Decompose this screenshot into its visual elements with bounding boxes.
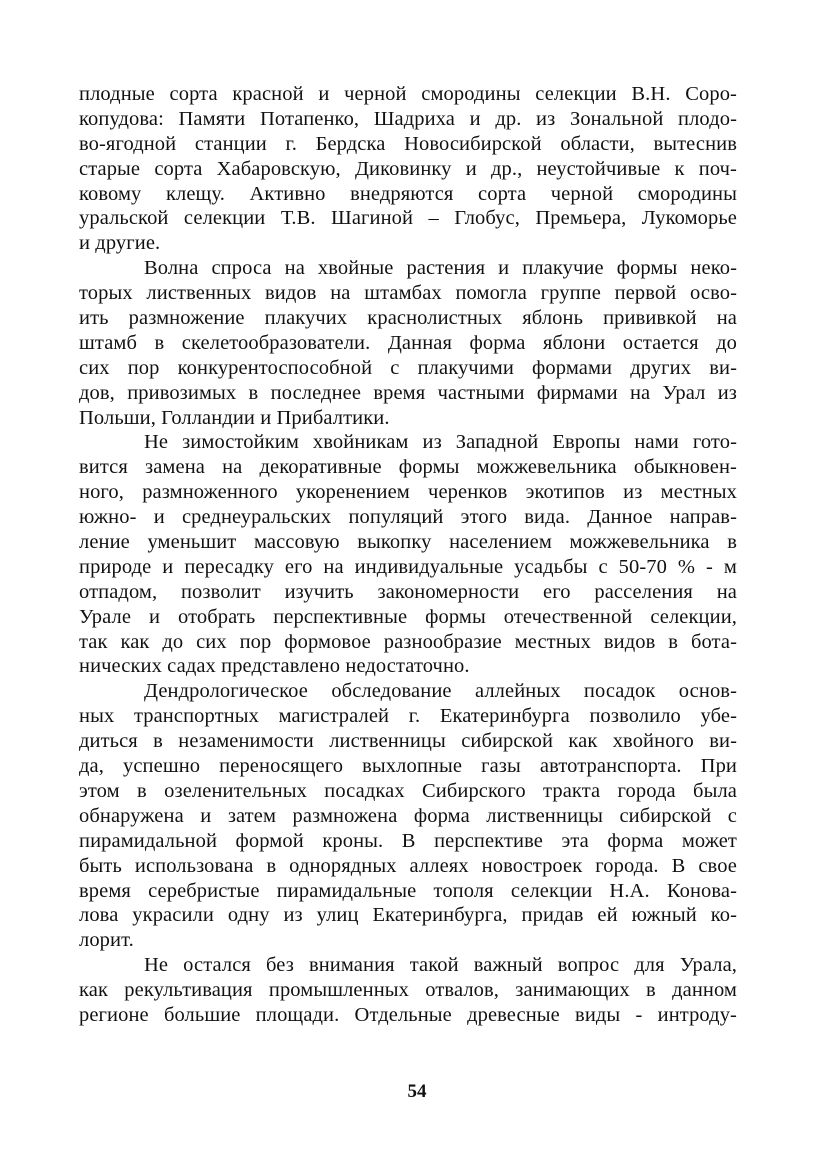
text-line: торых лиственных видов на штамбах помогла группе первой осво-: [79, 282, 737, 305]
text-line: нических садах представлено недостаточно.: [79, 655, 470, 678]
paragraph-4: [79, 679, 737, 953]
text-line: лорит.: [79, 929, 134, 952]
text-line: ных транспортных магистралей г. Екатеринбурга позволило убе-: [79, 705, 737, 728]
text-line: Волна спроса на хвойные растения и плакучие формы неко-: [144, 257, 737, 280]
paragraph-2: [79, 256, 737, 430]
text-line: Дендрологическое обследование аллейных посадок основ-: [144, 680, 737, 703]
text-line: ного, размноженного укоренением черенков экотипов из местных: [79, 481, 737, 504]
text-line: Не зимостойким хвойникам из Западной Европы нами гото-: [144, 431, 737, 454]
text-line: Урале и отобрать перспективные формы отечественной селекции,: [79, 605, 737, 628]
text-line: регионе большие площади. Отдельные древесные виды - интроду-: [79, 1003, 737, 1026]
text-line: плодные сорта красной и черной смородины селекции В.Н. Соро-: [79, 83, 737, 105]
paragraph-5: [79, 953, 737, 1028]
text-line: этом в озеленительных посадках Сибирского тракта города была: [79, 779, 737, 802]
text-line: время серебристые пирамидальные тополя селекции Н.А. Конова-: [79, 879, 737, 902]
text-line: диться в незаменимости лиственницы сибирской как хвойного ви-: [79, 730, 737, 753]
text-line: да, успешно переносящего выхлопные газы автотранспорта. При: [79, 755, 737, 778]
text-line: дов, привозимых в последнее время частными фирмами на Урал из: [79, 381, 737, 404]
text-line: пирамидальной формой кроны. В перспективе эта форма может: [79, 829, 737, 852]
page-number: 54: [407, 1081, 427, 1102]
text-line: ить размножение плакучих краснолистных яблонь прививкой на: [79, 307, 737, 330]
text-line: как рекультивация промышленных отвалов, занимающих в данном: [79, 979, 737, 1002]
document-page: [79, 82, 737, 1028]
text-line: природе и пересадку его на индивидуальные усадьбы с 50-70 % - м: [79, 555, 737, 578]
text-line: так как до сих пор формовое разнообразие местных видов в бота-: [79, 630, 737, 653]
text-line: обнаружена и затем размножена форма лиственницы сибирской с: [79, 804, 737, 827]
text-line: во-ягодной станции г. Бердска Новосибирской области, вытеснив: [79, 132, 737, 155]
text-line: отпадом, позволит изучить закономерности его расселения на: [79, 580, 737, 603]
text-line: уральской селекции Т.В. Шагиной – Глобус, Премьера, Лукоморье: [79, 207, 737, 230]
text-line: и другие.: [79, 232, 161, 255]
text-line: южно- и среднеуральских популяций этого вида. Данное направ-: [79, 506, 737, 529]
paragraph-1: [79, 82, 737, 256]
text-line: штамб в скелетообразователи. Данная форма яблони остается до: [79, 331, 737, 354]
text-line: вится замена на декоративные формы можжевельника обыкновен-: [79, 456, 737, 479]
text-line: ление уменьшит массовую выкопку населением можжевельника в: [79, 531, 737, 554]
text-line: Польши, Голландии и Прибалтики.: [79, 406, 390, 429]
paragraph-3: [79, 430, 737, 679]
text-line: быть использована в однорядных аллеях новостроек города. В свое: [79, 854, 737, 877]
text-line: Не остался без внимания такой важный вопрос для Урала,: [144, 954, 737, 977]
text-line: сих пор конкурентоспособной с плакучими формами других ви-: [79, 356, 737, 379]
text-line: копудова: Памяти Потапенко, Шадриха и др. из Зональной плодо-: [79, 107, 737, 130]
text-line: ковому клещу. Активно внедряются сорта черной смородины: [79, 182, 737, 205]
text-line: старые сорта Хабаровскую, Диковинку и др., неустойчивые к поч-: [79, 157, 737, 180]
text-line: лова украсили одну из улиц Екатеринбурга, придав ей южный ко-: [79, 904, 737, 927]
